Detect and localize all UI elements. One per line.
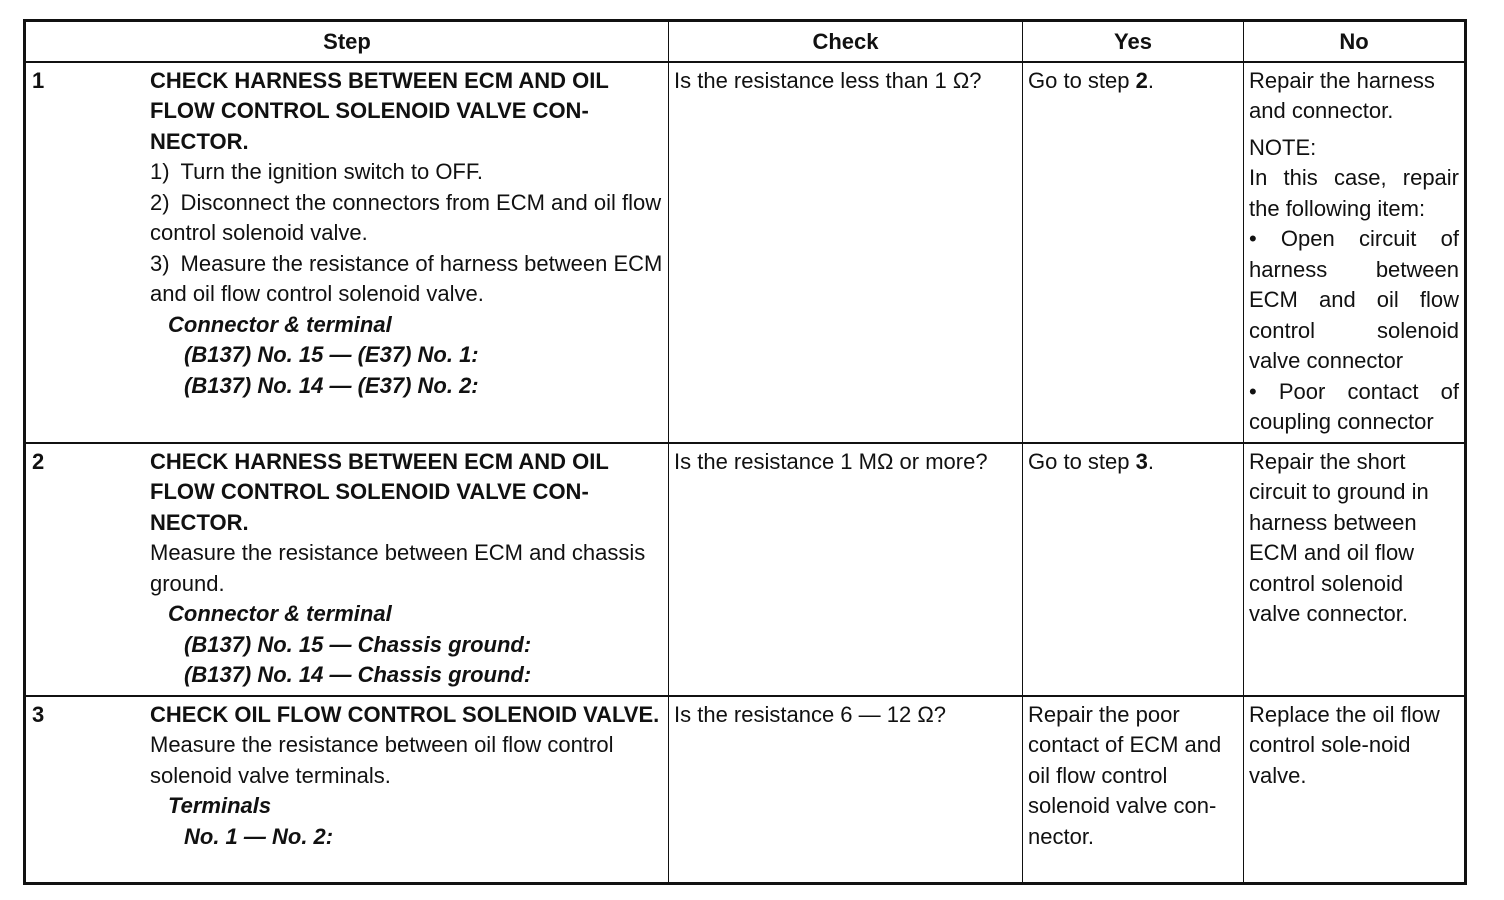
no-text: Repair the harness and connector. — [1249, 67, 1435, 123]
no-cell: Repair the short circuit to ground in harness between ECM and oil flow control solenoid valve connector. — [1244, 443, 1466, 696]
spec-item: (B137) No. 15 — (E37) No. 1: — [184, 342, 479, 367]
yes-cell — [1023, 443, 1244, 696]
yes-prefix: Go to step — [1028, 67, 1136, 93]
note-label: NOTE: — [1249, 134, 1317, 160]
diagnosis-table — [23, 19, 1467, 885]
header-check: Check — [669, 21, 1023, 62]
instruction: 1) Turn the ignition switch to OFF. — [150, 159, 483, 184]
spec-item: (B137) No. 15 — Chassis ground: — [184, 631, 532, 657]
no-cell: Replace the oil flow control sole-noid valve. — [1244, 696, 1466, 884]
step-cell — [25, 696, 669, 884]
step-title: CHECK HARNESS BETWEEN ECM AND OIL FLOW CONTROL SOLENOID VALVE CON-NECTOR. — [150, 448, 609, 535]
header-step: Step — [25, 21, 669, 62]
table-header-row — [25, 21, 1466, 62]
note-text: In this case, repair the following item: — [1249, 165, 1459, 221]
spec-item: (B137) No. 14 — Chassis ground: — [184, 662, 532, 687]
check-cell: Is the resistance 6 — 12 Ω? — [669, 696, 1023, 884]
spec-item: (B137) No. 14 — (E37) No. 2: — [184, 372, 479, 398]
spec-label: Terminals — [168, 793, 272, 818]
check-cell: Is the resistance 1 MΩ or more? — [669, 443, 1023, 696]
yes-cell — [1023, 62, 1244, 443]
step-number: 3 — [32, 701, 45, 727]
yes-step-ref: 3 — [1135, 448, 1148, 474]
step-title: CHECK HARNESS BETWEEN ECM AND OIL FLOW CONTROL SOLENOID VALVE CON-NECTOR. — [150, 67, 609, 154]
spec-label: Connector & terminal — [168, 601, 392, 626]
instruction: 3) Measure the resistance of harness between ECM and oil flow control solenoid valve. — [150, 250, 663, 306]
instruction: Measure the resistance between oil flow control solenoid valve terminals. — [150, 732, 614, 788]
yes-cell: Repair the poor contact of ECM and oil flow control solenoid valve con-nector. — [1023, 696, 1244, 884]
check-cell: Is the resistance less than 1 Ω? — [669, 62, 1023, 443]
step-number: 2 — [32, 448, 45, 474]
step-number: 1 — [32, 67, 45, 93]
table-row — [25, 443, 1466, 696]
header-yes: Yes — [1023, 21, 1244, 62]
yes-suffix: . — [1147, 67, 1154, 93]
yes-prefix: Go to step — [1028, 448, 1136, 474]
spec-label: Connector & terminal — [168, 311, 392, 337]
instruction: 2) Disconnect the connectors from ECM and oil flow control solenoid valve. — [150, 189, 662, 245]
step-cell — [25, 443, 669, 696]
note-bullet: • Poor contact of coupling connector — [1249, 378, 1459, 434]
spec-item: No. 1 — No. 2: — [184, 823, 334, 849]
step-cell — [25, 62, 669, 443]
table-row — [25, 696, 1466, 884]
step-title: CHECK OIL FLOW CONTROL SOLENOID VALVE. — [150, 701, 660, 727]
table-row — [25, 62, 1466, 443]
header-no: No — [1244, 21, 1466, 62]
yes-step-ref: 2 — [1135, 67, 1148, 93]
no-cell — [1244, 62, 1466, 443]
note-bullet: • Open circuit of harness between ECM and oil flow control solenoid valve connector — [1249, 226, 1459, 373]
yes-suffix: . — [1147, 448, 1154, 474]
instruction: Measure the resistance between ECM and chassis ground. — [150, 540, 646, 596]
